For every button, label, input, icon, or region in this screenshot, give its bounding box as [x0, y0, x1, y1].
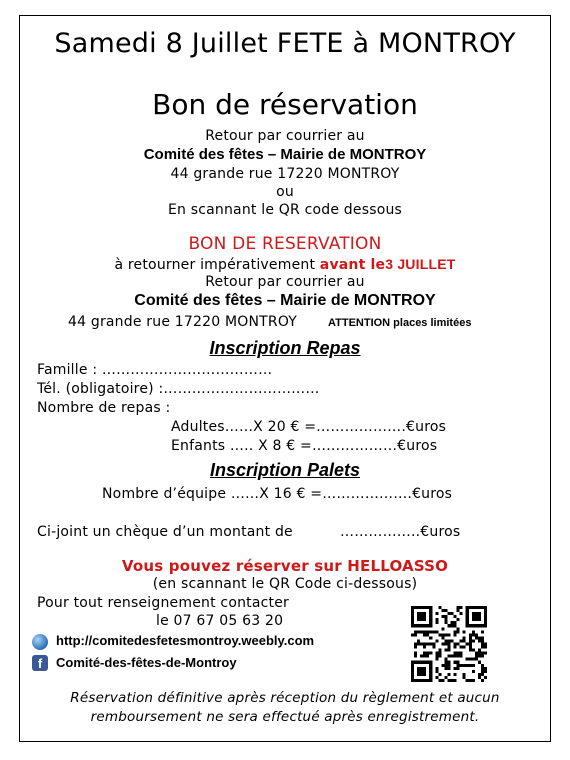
title-event: FETE à MONTROY: [276, 28, 516, 59]
reservation-heading: BON DE RESERVATION: [188, 234, 382, 254]
globe-icon: [32, 634, 48, 650]
facebook-icon: f: [32, 655, 48, 671]
facebook-link[interactable]: Comité-des-fêtes-de-Montroy: [56, 655, 237, 670]
deadline-prefix: à retourner impérativement: [114, 257, 320, 273]
palets-heading: Inscription Palets: [209, 460, 361, 480]
street-address: 44 grande rue 17220 MONTROY: [170, 166, 400, 182]
deadline-avant: avant le: [319, 257, 386, 273]
return-line-2: Retour par courrier au: [205, 274, 365, 290]
page-title: [0, 28, 570, 59]
bon-title: Bon de réservation: [152, 88, 418, 121]
tel-field: Tél. (obligatoire) :……………………………: [37, 381, 320, 397]
repas-heading: Inscription Repas: [209, 338, 361, 358]
footer-line-2: remboursement ne sera effectué après enregistrement.: [90, 709, 480, 725]
famille-field: Famille : ………………………………: [37, 362, 273, 378]
footer-line-1: Réservation définitive après réception du règlement et aucun: [70, 690, 500, 706]
scan-text: En scannant le QR code dessous: [167, 202, 403, 218]
cheque-amount: ……………..€uros: [340, 524, 461, 540]
contact-line: Pour tout renseignement contacter: [37, 595, 289, 611]
title-date: Samedi 8 Juillet: [54, 28, 268, 59]
deadline-line: [0, 256, 570, 273]
committee-address: Comité des fêtes – Mairie de MONTROY: [143, 146, 427, 163]
deadline-date: 3 JUILLET: [385, 256, 456, 272]
street-address-2: 44 grande rue 17220 MONTROY: [68, 314, 298, 330]
nombre-repas-label: Nombre de repas :: [37, 400, 171, 416]
enfants-field: Enfants ….. X 8 € =………………€uros: [171, 438, 438, 454]
website-link[interactable]: http://comitedesfetesmontroy.weebly.com: [56, 633, 315, 648]
or-text: ou: [276, 184, 294, 200]
helloasso-line: Vous pouvez réserver sur HELLOASSO: [121, 557, 449, 575]
helloasso-scan: (en scannant le QR Code ci-dessous): [152, 576, 418, 592]
qr-code: [411, 606, 487, 682]
attention-note: ATTENTION places limitées: [328, 317, 472, 329]
return-line: Retour par courrier au: [205, 128, 365, 144]
contact-phone: le 07 67 05 63 20: [156, 613, 284, 629]
cheque-label: Ci-joint un chèque d’un montant de: [37, 524, 293, 540]
equipe-field: Nombre d’équipe ……X 16 € =……………….€uros: [102, 486, 453, 502]
adultes-field: Adultes……X 20 € =……………….€uros: [171, 419, 447, 435]
committee-address-2: Comité des fêtes – Mairie de MONTROY: [134, 292, 436, 309]
